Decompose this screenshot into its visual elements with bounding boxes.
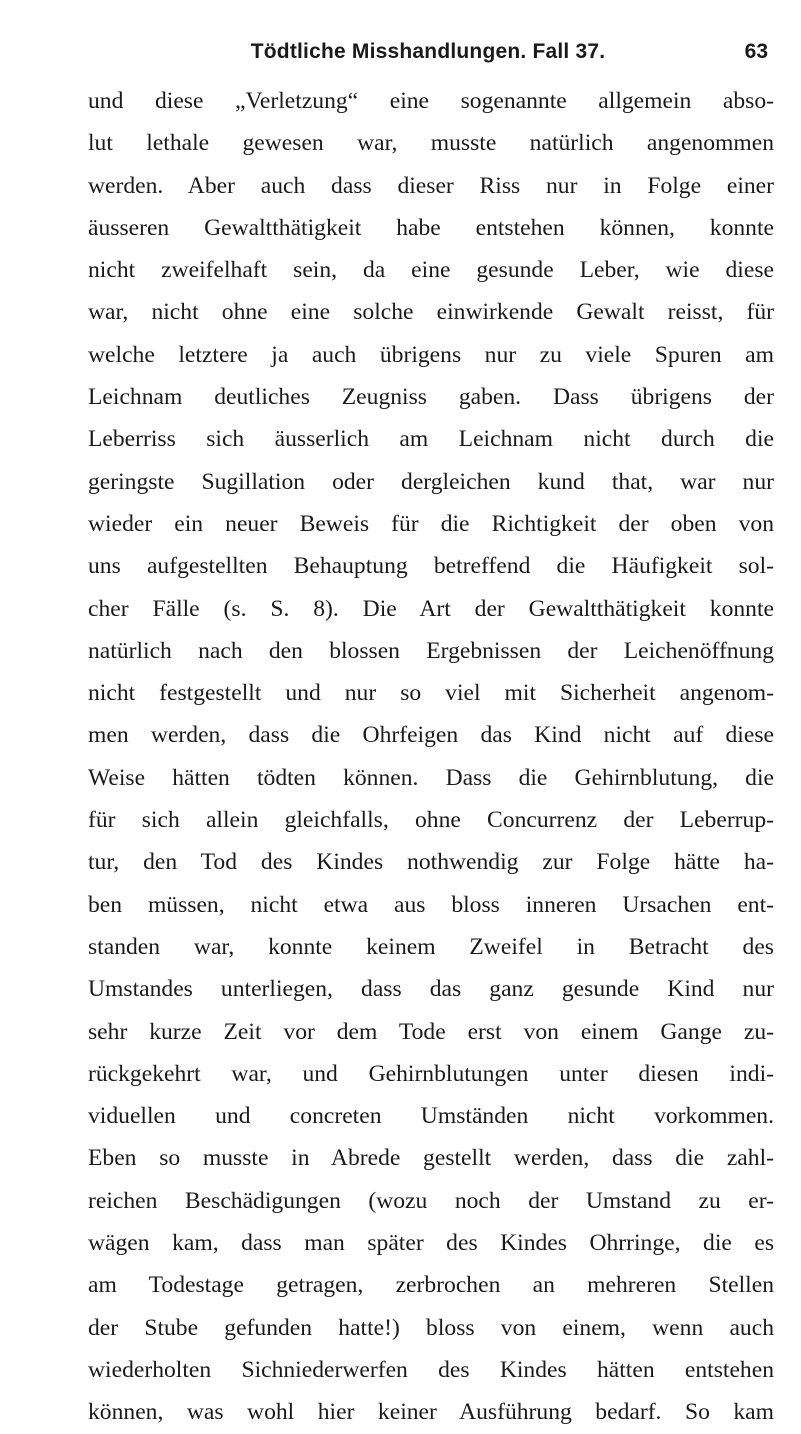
text-line: lut lethale gewesen war, musste natürlich angenommen — [88, 130, 774, 157]
text-line: viduellen und concreten Umständen nicht vorkommen. — [88, 1103, 774, 1130]
text-line: für sich allein gleichfalls, ohne Concurrenz der Leberrup- — [88, 807, 774, 834]
text-line: sehr kurze Zeit vor dem Tode erst von einem Gange zu- — [88, 1018, 774, 1045]
text-line: uns aufgestellten Behauptung betreffend die Häufigkeit sol- — [88, 553, 774, 580]
text-line: und diese „Verletzung“ eine sogenannte allgemein abso- — [88, 88, 774, 114]
text-line: cher Fälle (s. S. 8). Die Art der Gewaltthätigkeit konnte — [88, 595, 774, 622]
text-line: rückgekehrt war, und Gehirnblutungen unter diesen indi- — [88, 1060, 774, 1087]
text-line: welche letztere ja auch übrigens nur zu viele Spuren am — [88, 341, 774, 368]
page-number: 63 — [744, 40, 768, 63]
text-line: Leichnam deutliches Zeugniss gaben. Dass übrigens der — [88, 384, 774, 411]
text-line: nicht festgestellt und nur so viel mit Sicherheit angenom- — [88, 680, 774, 707]
text-line: ben müssen, nicht etwa aus bloss inneren Ursachen ent- — [88, 891, 774, 918]
body-text — [88, 80, 774, 1434]
running-head — [88, 40, 768, 74]
text-line: äusseren Gewaltthätigkeit habe entstehen können, konnte — [88, 214, 774, 241]
text-line: der Stube gefunden hatte!) bloss von einem, wenn auch — [88, 1314, 774, 1341]
text-line: am Todestage getragen, zerbrochen an mehreren Stellen — [88, 1272, 774, 1299]
text-line: reichen Beschädigungen (wozu noch der Umstand zu er- — [88, 1187, 774, 1214]
text-line: Umstandes unterliegen, dass das ganz gesunde Kind nur — [88, 976, 774, 1003]
text-line: Leberriss sich äusserlich am Leichnam nicht durch die — [88, 426, 774, 453]
text-line: werden. Aber auch dass dieser Riss nur in Folge einer — [88, 172, 774, 199]
text-line: können, was wohl hier keiner Ausführung bedarf. So kam — [88, 1399, 774, 1426]
text-line: tur, den Tod des Kindes nothwendig zur Folge hätte ha- — [88, 849, 774, 876]
text-line: Eben so musste in Abrede gestellt werden, dass die zahl- — [88, 1145, 774, 1172]
text-line: geringste Sugillation oder dergleichen kund that, war nur — [88, 468, 774, 495]
text-line: standen war, konnte keinem Zweifel in Betracht des — [88, 933, 774, 960]
text-line: men werden, dass die Ohrfeigen das Kind nicht auf diese — [88, 722, 774, 749]
running-title: Tödtliche Misshandlungen. Fall 37. — [250, 40, 606, 63]
text-line: wägen kam, dass man später des Kindes Ohrringe, die es — [88, 1230, 774, 1257]
text-line: wiederholten Sichniederwerfen des Kindes hätten entstehen — [88, 1356, 774, 1383]
text-line: Weise hätten tödten können. Dass die Gehirnblutung, die — [88, 764, 774, 791]
text-line: war, nicht ohne eine solche einwirkende Gewalt reisst, für — [88, 299, 774, 326]
text-line: nicht zweifelhaft sein, da eine gesunde Leber, wie diese — [88, 257, 774, 284]
text-line: natürlich nach den blossen Ergebnissen der Leichenöffnung — [88, 637, 774, 664]
text-line: wieder ein neuer Beweis für die Richtigkeit der oben von — [88, 510, 774, 537]
